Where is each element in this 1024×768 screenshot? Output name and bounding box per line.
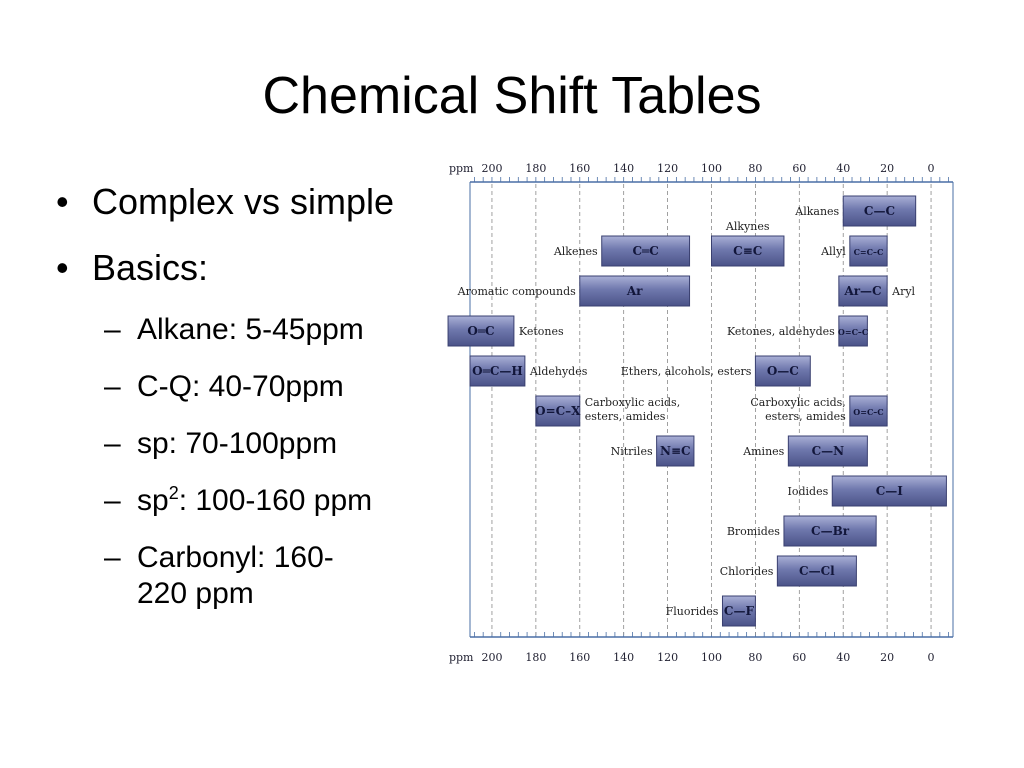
group-label: Alkenes [553,245,598,258]
bullet-dot: • [56,247,69,288]
bar-formula-label: O=C–X [535,404,581,418]
sub-bullet-item [56,483,456,519]
slide-title: Chemical Shift Tables [262,67,762,125]
sub-bullet-item [56,369,456,405]
tick-label-top: 120 [657,162,679,175]
sub-bullet-text-line1: Carbonyl: 160- [137,541,334,574]
bar-formula-label: Ar—C [844,284,882,298]
bar-formula-label: C—N [811,444,845,458]
group-label: Allyl [821,245,846,258]
group-label: Alkanes [795,205,840,218]
sub-bullet-dash: – [104,370,121,403]
group-label: Iodides [787,485,829,498]
sub-bullet-text: Alkane: 5-45ppm [137,313,364,346]
bar-formula-label: O=C–C [837,327,869,337]
bar-formula-label: C—Cl [799,564,835,578]
bar-formula-label: O═C—H [472,364,523,378]
tick-label-top: 180 [525,162,547,175]
bar-formula-label: O=C–C [853,407,884,417]
bullet-dot: • [56,181,69,222]
group-label: Alkynes [725,220,770,233]
bar-formula-label: C≡C [733,244,763,258]
sub-bullet-item [56,312,456,348]
group-label: Ketones, aldehydes [726,325,835,338]
bullet-text: Basics: [92,247,209,288]
tick-label-bottom: 140 [613,651,635,664]
group-label: Nitriles [610,445,653,458]
group-label: Aryl [892,285,916,298]
bar-formula-label: O═C [467,324,495,338]
tick-label-top: 0 [927,162,935,175]
sub-bullet-text-sp: sp [137,484,169,517]
tick-label-top: 160 [569,162,591,175]
tick-label-bottom: 40 [836,651,851,664]
bullet-list [56,180,456,633]
tick-label-bottom: 0 [927,651,935,664]
group-label: Ethers, alcohols, esters [620,365,752,378]
bullet-item [56,246,456,290]
bar-formula-label: C—I [875,484,903,498]
bar-formula-label: C—F [723,604,754,618]
tick-label-bottom: 80 [748,651,763,664]
bar-formula-label: C—C [863,204,896,218]
axis-unit-label-top: ppm [448,162,474,175]
sub-bullet-text: sp: 70-100ppm [137,427,338,460]
group-label: Chlorides [719,565,774,578]
tick-label-top: 20 [880,162,895,175]
superscript: 2 [168,483,179,503]
tick-label-bottom: 180 [525,651,547,664]
group-label: esters, amides [765,410,846,423]
tick-label-top: 60 [792,162,807,175]
tick-label-bottom: 120 [657,651,679,664]
group-label: Fluorides [665,605,719,618]
chemical-shift-chart [448,152,960,672]
group-label: Aromatic compounds [457,285,576,298]
sub-bullet-dash: – [104,427,121,460]
tick-label-top: 140 [613,162,635,175]
sub-bullet-text-rest: : 100-160 ppm [178,484,373,517]
bar-formula-label: C═C [632,244,659,258]
bullet-text: Complex vs simple [92,181,395,222]
group-label: Bromides [726,525,780,538]
bar-formula-label: C—Br [811,524,850,538]
bar-formula-label: O—C [766,364,799,378]
group-label: Aldehydes [529,365,588,378]
sub-bullet-dash: – [104,313,121,346]
axis-unit-label-bottom: ppm [448,651,474,664]
group-label: Carboxylic acids, [750,396,846,409]
group-label: Amines [743,445,785,458]
group-label: Carboxylic acids, [584,396,681,409]
tick-label-top: 100 [701,162,722,175]
bullet-item [56,180,456,224]
bar-formula-label: C=C–C [853,247,884,257]
bar-formula-label: Ar [626,284,643,298]
tick-label-bottom: 60 [792,651,807,664]
tick-label-top: 200 [481,162,503,175]
group-label: Ketones [518,325,564,338]
tick-label-top: 40 [836,162,851,175]
tick-label-top: 80 [748,162,763,175]
bar-formula-label: N≡C [659,444,691,458]
sub-bullet-text-line2: 220 ppm [137,577,254,610]
tick-label-bottom: 20 [880,651,895,664]
sub-bullet-item [56,426,456,462]
group-label: esters, amides [584,410,666,423]
tick-label-bottom: 200 [481,651,503,664]
sub-bullet-dash: – [104,484,121,517]
tick-label-bottom: 160 [569,651,591,664]
sub-bullet-item [56,540,456,612]
tick-label-bottom: 100 [701,651,722,664]
sub-bullet-text: C-Q: 40-70ppm [137,370,344,403]
sub-bullet-dash: – [104,541,121,574]
